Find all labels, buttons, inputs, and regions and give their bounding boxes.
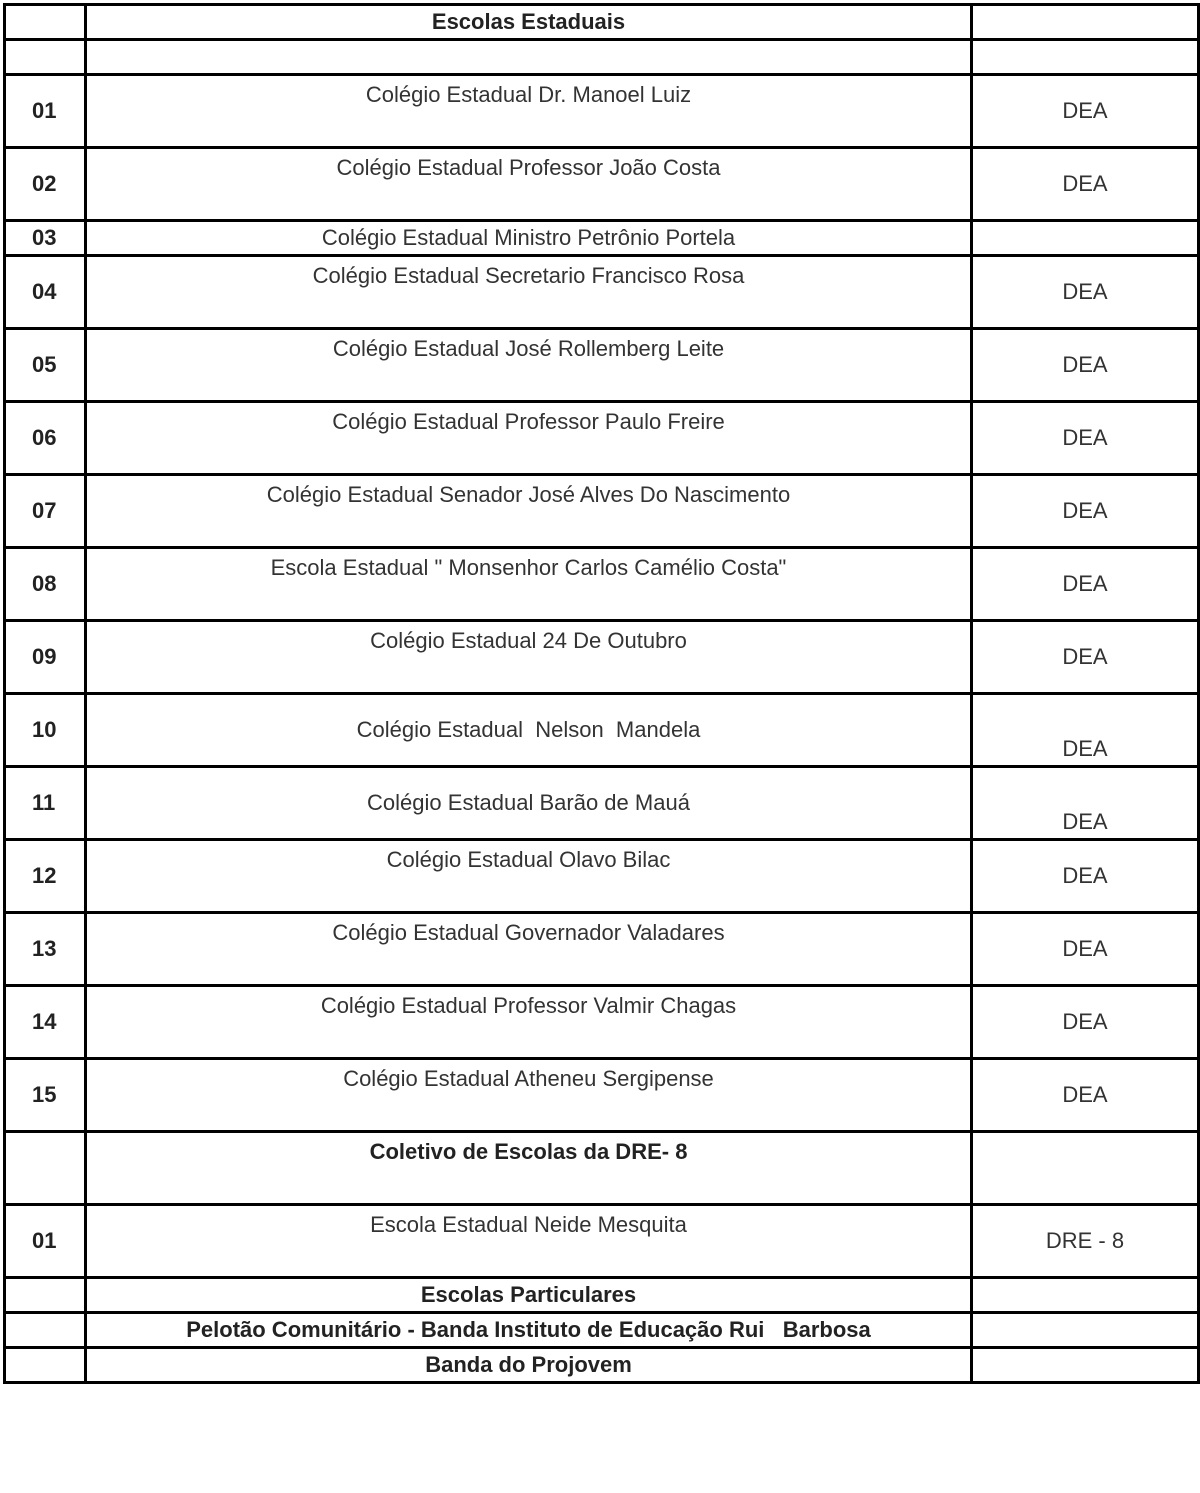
school-org: DEA: [972, 402, 1199, 475]
school-org: DEA: [972, 840, 1199, 913]
school-name: Colégio Estadual Secretario Francisco Rosa: [86, 256, 972, 329]
table-row: [5, 75, 1199, 148]
school-name: Colégio Estadual Professor Valmir Chagas: [86, 986, 972, 1059]
school-org: DEA: [972, 329, 1199, 402]
school-number: 13: [5, 913, 86, 986]
section-title-community-band: Pelotão Comunitário - Banda Instituto de Educação Rui Barbosa: [86, 1313, 972, 1348]
school-name: Colégio Estadual José Rollemberg Leite: [86, 329, 972, 402]
table-row: [5, 694, 1199, 767]
section-header-row: [5, 1313, 1199, 1348]
table-row: [5, 548, 1199, 621]
empty-cell: [5, 5, 86, 40]
table-row: [5, 986, 1199, 1059]
empty-cell: [972, 5, 1199, 40]
section-header-row: [5, 1132, 1199, 1205]
school-number: 04: [5, 256, 86, 329]
school-org: DRE - 8: [972, 1205, 1199, 1278]
school-org: DEA: [972, 1059, 1199, 1132]
section-title-dre8: Coletivo de Escolas da DRE- 8: [86, 1132, 972, 1205]
school-number: 11: [5, 767, 86, 840]
section-title-private: Escolas Particulares: [86, 1278, 972, 1313]
school-name: Colégio Estadual Olavo Bilac: [86, 840, 972, 913]
school-org: DEA: [972, 986, 1199, 1059]
school-number: 05: [5, 329, 86, 402]
school-org: [972, 221, 1199, 256]
table-row: [5, 1205, 1199, 1278]
school-number: 06: [5, 402, 86, 475]
school-org: DEA: [972, 621, 1199, 694]
school-name: Colégio Estadual Professor Paulo Freire: [86, 402, 972, 475]
table-row: [5, 621, 1199, 694]
empty-cell: [972, 1348, 1199, 1383]
school-number: 01: [5, 1205, 86, 1278]
school-name: Escola Estadual Neide Mesquita: [86, 1205, 972, 1278]
empty-cell: [972, 1278, 1199, 1313]
school-number: 10: [5, 694, 86, 767]
school-org: DEA: [972, 548, 1199, 621]
section-header-row: [5, 1278, 1199, 1313]
empty-cell: [972, 1313, 1199, 1348]
school-number: 02: [5, 148, 86, 221]
school-name: Colégio Estadual Governador Valadares: [86, 913, 972, 986]
school-name: Colégio Estadual 24 De Outubro: [86, 621, 972, 694]
school-number: 07: [5, 475, 86, 548]
section-title-projovem: Banda do Projovem: [86, 1348, 972, 1383]
school-name: Colégio Estadual Ministro Petrônio Portela: [86, 221, 972, 256]
table-header-row: [5, 5, 1199, 40]
school-name: Colégio Estadual Dr. Manoel Luiz: [86, 75, 972, 148]
school-org: DEA: [972, 694, 1199, 767]
school-org: DEA: [972, 256, 1199, 329]
school-number: 15: [5, 1059, 86, 1132]
school-number: 09: [5, 621, 86, 694]
school-number: 12: [5, 840, 86, 913]
table-row: [5, 221, 1199, 256]
school-number: 01: [5, 75, 86, 148]
school-org: DEA: [972, 475, 1199, 548]
empty-cell: [5, 1278, 86, 1313]
schools-table: [3, 3, 1200, 1384]
table-row: [5, 256, 1199, 329]
table-row: [5, 329, 1199, 402]
table-row: [5, 913, 1199, 986]
school-org: DEA: [972, 148, 1199, 221]
table-row: [5, 475, 1199, 548]
empty-cell: [86, 40, 972, 75]
empty-cell: [5, 1348, 86, 1383]
spacer-row: [5, 40, 1199, 75]
empty-cell: [5, 1313, 86, 1348]
table-row: [5, 840, 1199, 913]
empty-cell: [5, 1132, 86, 1205]
section-header-row: [5, 1348, 1199, 1383]
school-name: Colégio Estadual Senador José Alves Do Nascimento: [86, 475, 972, 548]
school-name: Colégio Estadual Atheneu Sergipense: [86, 1059, 972, 1132]
school-org: DEA: [972, 75, 1199, 148]
school-number: 03: [5, 221, 86, 256]
section-title-state-schools: Escolas Estaduais: [86, 5, 972, 40]
empty-cell: [5, 40, 86, 75]
school-number: 14: [5, 986, 86, 1059]
school-name: Colégio Estadual Professor João Costa: [86, 148, 972, 221]
school-name: Escola Estadual " Monsenhor Carlos Camélio Costa": [86, 548, 972, 621]
empty-cell: [972, 40, 1199, 75]
school-org: DEA: [972, 767, 1199, 840]
table-row: [5, 1059, 1199, 1132]
table-row: [5, 767, 1199, 840]
empty-cell: [972, 1132, 1199, 1205]
school-org: DEA: [972, 913, 1199, 986]
table-row: [5, 402, 1199, 475]
school-name: Colégio Estadual Nelson Mandela: [86, 694, 972, 767]
table-row: [5, 148, 1199, 221]
school-number: 08: [5, 548, 86, 621]
school-name: Colégio Estadual Barão de Mauá: [86, 767, 972, 840]
